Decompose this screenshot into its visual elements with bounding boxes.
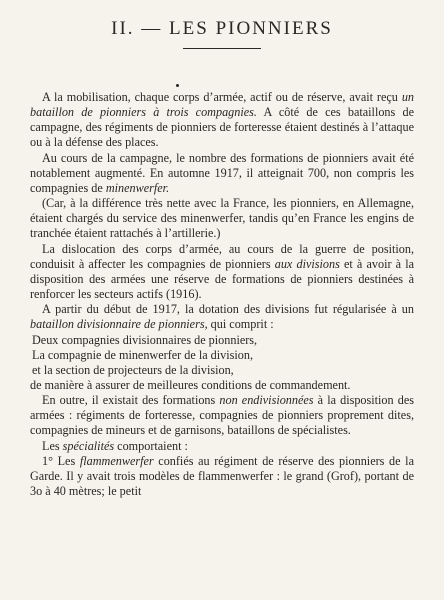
list-item: et la section de projecteurs de la division, <box>32 362 234 377</box>
paragraph: A la mobilisation, chaque corps d’armée, actif ou de réserve, avait reçu un bataillon de pionniers à trois compagnies. A côté de ces bataillons de campagne, des régiments de pionniers de forteresse étaient destinés à l’attaque ou à la défense des places. <box>30 90 414 150</box>
paragraph: Au cours de la campagne, le nombre des formations de pionniers avait été notablement augmenté. En automne 1917, il atteignait 700, non compris les compagnies de minenwerfer. <box>30 150 414 195</box>
italic-phrase: un bataillon de pionniers à trois compagnies. <box>30 90 414 120</box>
list-item: La compagnie de minenwerfer de la division, <box>32 347 253 362</box>
paragraph: A partir du début de 1917, la dotation des divisions fut régularisée à un bataillon divisionnaire de pionniers, qui comprit : <box>30 302 414 332</box>
italic-phrase: non endivisionnées <box>219 393 314 408</box>
title-rule <box>183 48 261 49</box>
list-item: Deux compagnies divisionnaires de pionniers, <box>32 332 258 347</box>
paragraph-continuation: de manière à assurer de meilleures conditions de commandement. <box>30 377 351 392</box>
italic-phrase: flammenwerfer <box>79 453 154 468</box>
body-text <box>30 90 414 499</box>
paragraph: (Car, à la différence très nette avec la France, les pionniers, en Allemagne, étaient chargés du service des minenwerfer, tandis qu’en France les engins de tranchée étaient rattachés à l’artillerie.) <box>30 196 414 241</box>
paragraph: En outre, il existait des formations non endivisionnées à la disposition des armées : régiments de forteresse, compagnies de pionniers proprement dites, compagnies de mineurs et de garnisons, bataillons de spécialistes. <box>30 393 414 438</box>
italic-phrase: spécialités <box>62 438 115 453</box>
italic-phrase: bataillon divisionnaire de pionniers, <box>30 317 208 332</box>
chapter-title: II. — LES PIONNIERS <box>111 18 333 39</box>
italic-phrase: aux divisions <box>274 256 340 271</box>
paragraph: La dislocation des corps d’armée, au cours de la guerre de position, conduisit à affecter les compagnies de pionniers aux divisions et à avoir à la disposition des armées une réserve de formations de pionniers destinées à renforcer les secteurs actifs (1916). <box>30 241 415 302</box>
paragraph: Les spécialités comportaient : <box>42 438 188 453</box>
italic-phrase: minenwerfer. <box>105 180 170 195</box>
paragraph: 1° Les flammenwerfer confiés au régiment de réserve des pionniers de la Garde. Il y avait trois modèles de flammenwerfer : le grand (Grof), portant de 3o à 40 mètres; le petit <box>30 453 414 499</box>
printer-dot <box>176 84 179 87</box>
